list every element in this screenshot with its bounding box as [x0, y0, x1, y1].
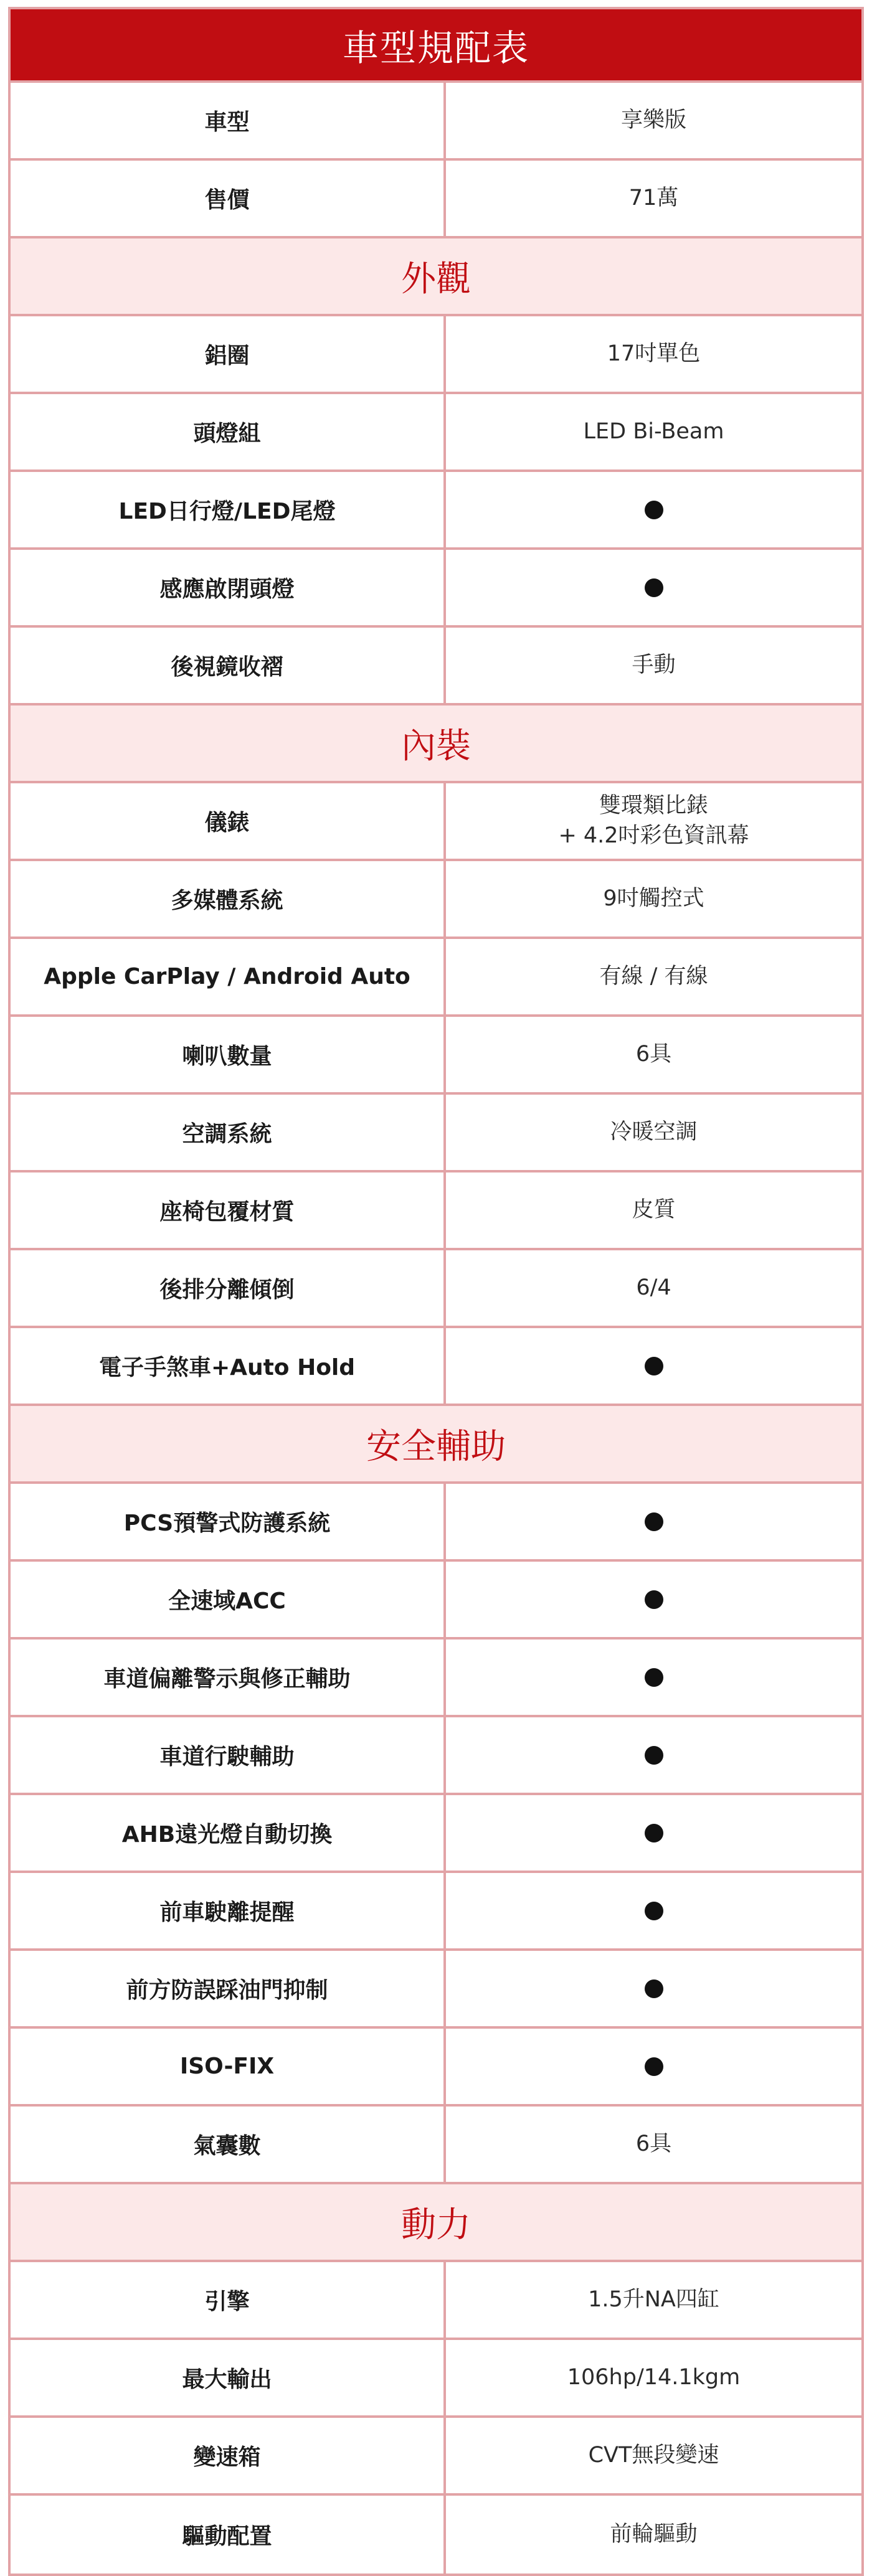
included-dot-icon	[645, 1746, 663, 1765]
table-row	[11, 939, 861, 1017]
spec-value	[446, 83, 861, 158]
spec-label: AHB遠光燈自動切換	[11, 1795, 446, 1871]
spec-label: PCS預警式防護系統	[11, 1484, 446, 1559]
spec-label: 氣囊數	[11, 2107, 446, 2182]
section-header: 安全輔助	[11, 1406, 861, 1484]
spec-label: LED日行燈/LED尾燈	[11, 472, 446, 547]
spec-value	[446, 1639, 861, 1715]
table-row	[11, 628, 861, 705]
spec-value	[446, 2029, 861, 2104]
spec-value	[446, 161, 861, 236]
spec-value	[446, 1795, 861, 1871]
spec-value-text: 71萬	[628, 185, 679, 210]
spec-label: 車型	[11, 83, 446, 158]
table-row	[11, 2418, 861, 2496]
table-row	[11, 1484, 861, 1562]
spec-value-text: CVT無段變速	[588, 2442, 719, 2468]
spec-value-text: 6具	[635, 2131, 672, 2156]
spec-value	[446, 1095, 861, 1170]
spec-value	[446, 1328, 861, 1404]
spec-value	[446, 316, 861, 392]
included-dot-icon	[645, 1590, 663, 1609]
spec-value-text: LED Bi-Beam	[583, 418, 724, 444]
table-row	[11, 1250, 861, 1328]
spec-value	[446, 1717, 861, 1793]
spec-label: 空調系統	[11, 1095, 446, 1170]
table-row	[11, 83, 861, 161]
table-row	[11, 1795, 861, 1873]
table-row	[11, 550, 861, 628]
table-row	[11, 1717, 861, 1795]
spec-value-text: 享樂版	[620, 107, 686, 133]
table-row	[11, 316, 861, 394]
spec-value	[446, 2262, 861, 2338]
spec-label: 後排分離傾倒	[11, 1250, 446, 1326]
spec-value	[446, 1250, 861, 1326]
table-row	[11, 2496, 861, 2574]
section-header: 外觀	[11, 238, 861, 316]
spec-value	[446, 783, 861, 859]
spec-value	[446, 861, 861, 937]
spec-value	[446, 1562, 861, 1637]
table-title: 車型規配表	[11, 9, 861, 83]
spec-label: 電子手煞車+Auto Hold	[11, 1328, 446, 1404]
included-dot-icon	[645, 1512, 663, 1531]
spec-label: 座椅包覆材質	[11, 1172, 446, 1248]
table-row	[11, 2340, 861, 2418]
spec-label: 前車駛離提醒	[11, 1873, 446, 1948]
spec-value	[446, 1484, 861, 1559]
included-dot-icon	[645, 1979, 663, 1998]
spec-value	[446, 628, 861, 703]
spec-value	[446, 1017, 861, 1092]
spec-value	[446, 2496, 861, 2574]
spec-label: Apple CarPlay / Android Auto	[11, 939, 446, 1014]
spec-value	[446, 550, 861, 625]
spec-label: 後視鏡收褶	[11, 628, 446, 703]
spec-value-text-line2: + 4.2吋彩色資訊幕	[558, 823, 749, 848]
spec-label: 頭燈組	[11, 394, 446, 469]
spec-value	[446, 472, 861, 547]
table-row	[11, 1562, 861, 1639]
spec-value	[446, 1873, 861, 1948]
spec-value-text: 17吋單色	[607, 341, 701, 366]
included-dot-icon	[645, 1668, 663, 1687]
table-row	[11, 1172, 861, 1250]
table-row	[11, 2262, 861, 2340]
spec-value	[446, 394, 861, 469]
spec-label: 多媒體系統	[11, 861, 446, 937]
spec-value	[446, 1172, 861, 1248]
spec-label: 引擎	[11, 2262, 446, 2338]
included-dot-icon	[645, 501, 663, 519]
spec-value-text: 皮質	[632, 1197, 676, 1222]
table-row	[11, 161, 861, 238]
spec-label: 鋁圈	[11, 316, 446, 392]
spec-label: 全速域ACC	[11, 1562, 446, 1637]
included-dot-icon	[645, 1357, 663, 1375]
spec-label: 儀錶	[11, 783, 446, 859]
included-dot-icon	[645, 1824, 663, 1842]
table-row	[11, 2107, 861, 2184]
spec-label: 最大輸出	[11, 2340, 446, 2415]
table-row	[11, 783, 861, 861]
spec-value-text: 106hp/14.1kgm	[567, 2364, 741, 2390]
spec-value-text: 6具	[635, 1041, 672, 1067]
spec-value	[446, 2107, 861, 2182]
table-row	[11, 394, 861, 472]
spec-value-text: 冷暖空調	[610, 1119, 698, 1144]
spec-label: 車道偏離警示與修正輔助	[11, 1639, 446, 1715]
section-header: 動力	[11, 2184, 861, 2262]
included-dot-icon	[645, 1902, 663, 1920]
spec-value-text: 手動	[632, 652, 676, 677]
spec-value-text: 雙環類比錶	[599, 793, 708, 819]
spec-value	[446, 2418, 861, 2493]
included-dot-icon	[645, 578, 663, 597]
spec-value-text: 前輪驅動	[610, 2521, 698, 2547]
spec-label: 前方防誤踩油門抑制	[11, 1951, 446, 2026]
table-row	[11, 1873, 861, 1951]
table-row	[11, 1017, 861, 1095]
spec-value	[446, 1951, 861, 2026]
spec-value-text: 1.5升NA四缸	[588, 2286, 719, 2312]
table-row	[11, 1328, 861, 1406]
spec-value	[446, 2340, 861, 2415]
spec-label: 喇叭數量	[11, 1017, 446, 1092]
spec-label: ISO-FIX	[11, 2029, 446, 2104]
spec-value-text: 9吋觸控式	[603, 885, 704, 911]
spec-label: 售價	[11, 161, 446, 236]
spec-label: 感應啟閉頭燈	[11, 550, 446, 625]
spec-label: 驅動配置	[11, 2496, 446, 2574]
table-row	[11, 472, 861, 550]
spec-value-text: 有線 / 有線	[599, 963, 708, 989]
spec-value-text: 6/4	[636, 1275, 671, 1300]
spec-table	[8, 7, 864, 2576]
table-body	[11, 83, 861, 2574]
table-row	[11, 1095, 861, 1172]
spec-label: 變速箱	[11, 2418, 446, 2493]
included-dot-icon	[645, 2057, 663, 2076]
spec-value	[446, 939, 861, 1014]
spec-label: 車道行駛輔助	[11, 1717, 446, 1793]
table-row	[11, 2029, 861, 2107]
table-row	[11, 1639, 861, 1717]
table-row	[11, 1951, 861, 2029]
table-row	[11, 861, 861, 939]
section-header: 內裝	[11, 705, 861, 783]
